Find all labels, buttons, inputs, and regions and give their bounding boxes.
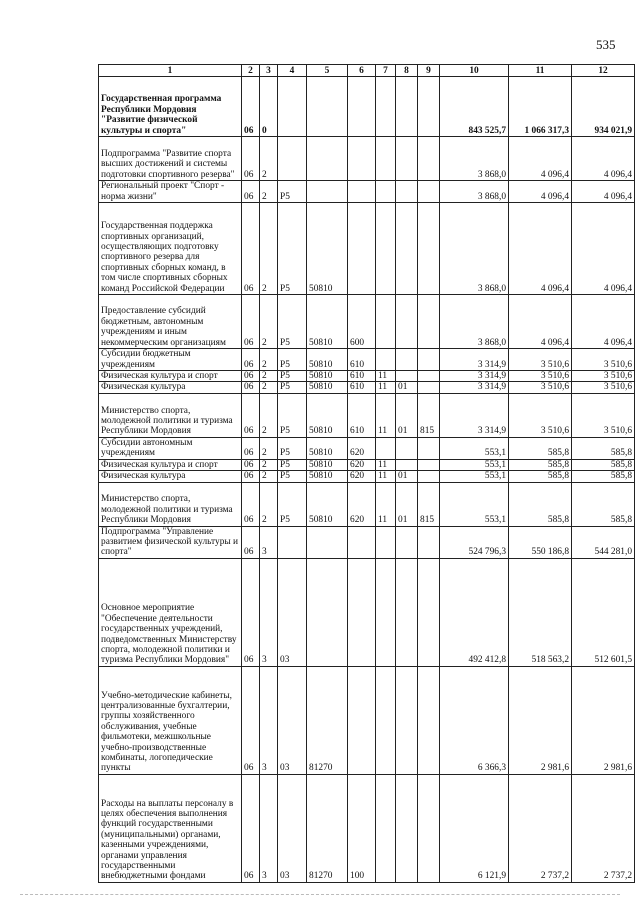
code-cell xyxy=(418,77,440,137)
code-cell: 2 xyxy=(260,181,278,203)
code-cell xyxy=(418,137,440,181)
code-cell: 03 xyxy=(278,666,307,774)
code-cell: 610 xyxy=(348,371,376,382)
amount-cell: 550 186,8 xyxy=(509,526,572,558)
amount-cell: 3 314,9 xyxy=(440,371,509,382)
table-row xyxy=(99,295,635,349)
code-cell xyxy=(307,77,348,137)
code-cell xyxy=(376,666,396,774)
code-cell: 50810 xyxy=(307,295,348,349)
table-row xyxy=(99,526,635,558)
code-cell xyxy=(396,558,418,666)
code-cell: 50810 xyxy=(307,471,348,482)
code-cell: P5 xyxy=(278,437,307,459)
code-cell: 06 xyxy=(242,437,260,459)
code-cell: 06 xyxy=(242,181,260,203)
table-row xyxy=(99,137,635,181)
code-cell: 610 xyxy=(348,349,376,371)
amount-cell: 4 096,4 xyxy=(509,203,572,295)
amount-cell: 4 096,4 xyxy=(572,181,635,203)
code-cell: 81270 xyxy=(307,774,348,882)
code-cell xyxy=(418,526,440,558)
code-cell: 06 xyxy=(242,666,260,774)
code-cell xyxy=(396,181,418,203)
column-header: 2 xyxy=(242,65,260,77)
amount-cell: 3 510,6 xyxy=(509,393,572,437)
code-cell xyxy=(348,181,376,203)
code-cell: 0 xyxy=(260,77,278,137)
code-cell: 2 xyxy=(260,482,278,526)
amount-cell: 553,1 xyxy=(440,437,509,459)
amount-cell: 4 096,4 xyxy=(509,137,572,181)
row-name-cell: Основное мероприятие "Обеспечение деятельности государственных учреждений, подведомственных Министерству спорта, молодежной политики и туризма Республики Мордовия" xyxy=(99,558,242,666)
code-cell xyxy=(396,77,418,137)
code-cell: 01 xyxy=(396,482,418,526)
code-cell: 3 xyxy=(260,558,278,666)
code-cell xyxy=(376,526,396,558)
code-cell xyxy=(418,371,440,382)
row-name-cell: Региональный проект "Спорт - норма жизни" xyxy=(99,181,242,203)
budget-table xyxy=(98,64,635,883)
row-name-cell: Физическая культура xyxy=(99,471,242,482)
table-row xyxy=(99,558,635,666)
code-cell: 06 xyxy=(242,77,260,137)
amount-cell: 4 096,4 xyxy=(509,181,572,203)
code-cell: 2 xyxy=(260,371,278,382)
table-row xyxy=(99,371,635,382)
table-row xyxy=(99,459,635,470)
code-cell xyxy=(418,203,440,295)
column-header: 9 xyxy=(418,65,440,77)
code-cell xyxy=(278,77,307,137)
code-cell: 2 xyxy=(260,382,278,393)
amount-cell: 2 981,6 xyxy=(572,666,635,774)
code-cell xyxy=(418,382,440,393)
code-cell: 06 xyxy=(242,295,260,349)
code-cell xyxy=(348,77,376,137)
code-cell xyxy=(278,526,307,558)
code-cell: 11 xyxy=(376,482,396,526)
code-cell: 06 xyxy=(242,371,260,382)
code-cell: 06 xyxy=(242,482,260,526)
code-cell: 50810 xyxy=(307,393,348,437)
row-name-cell: Подпрограмма "Управление развитием физической культуры и спорта" xyxy=(99,526,242,558)
code-cell xyxy=(376,349,396,371)
row-name-cell: Министерство спорта, молодежной политики и туризма Республики Мордовия xyxy=(99,482,242,526)
code-cell: P5 xyxy=(278,349,307,371)
column-header: 12 xyxy=(572,65,635,77)
code-cell xyxy=(376,774,396,882)
code-cell: 2 xyxy=(260,203,278,295)
column-header: 4 xyxy=(278,65,307,77)
code-cell: 11 xyxy=(376,471,396,482)
amount-cell: 544 281,0 xyxy=(572,526,635,558)
row-name-cell: Государственная поддержка спортивных организаций, осуществляющих подготовку спортивного резерва для спортивных сборных команд, в том числе спортивных сборных команд Российской Федерации xyxy=(99,203,242,295)
code-cell: 3 xyxy=(260,666,278,774)
page-number: 535 xyxy=(596,37,616,52)
code-cell: 50810 xyxy=(307,482,348,526)
row-name-cell: Министерство спорта, молодежной политики и туризма Республики Мордовия xyxy=(99,393,242,437)
code-cell: P5 xyxy=(278,382,307,393)
code-cell: 2 xyxy=(260,393,278,437)
amount-cell: 2 981,6 xyxy=(509,666,572,774)
amount-cell: 934 021,9 xyxy=(572,77,635,137)
code-cell xyxy=(307,526,348,558)
code-cell: 50810 xyxy=(307,459,348,470)
amount-cell: 6 366,3 xyxy=(440,666,509,774)
code-cell: P5 xyxy=(278,295,307,349)
amount-cell: 492 412,8 xyxy=(440,558,509,666)
code-cell xyxy=(348,526,376,558)
table-row xyxy=(99,471,635,482)
code-cell: 11 xyxy=(376,459,396,470)
amount-cell: 512 601,5 xyxy=(572,558,635,666)
row-name-cell: Государственная программа Республики Мордовия "Развитие физической культуры и спорта" xyxy=(99,77,242,137)
code-cell: P5 xyxy=(278,459,307,470)
table-row xyxy=(99,349,635,371)
column-header: 10 xyxy=(440,65,509,77)
amount-cell: 553,1 xyxy=(440,482,509,526)
amount-cell: 585,8 xyxy=(572,437,635,459)
code-cell: 06 xyxy=(242,393,260,437)
code-cell: 620 xyxy=(348,482,376,526)
scan-edge-line xyxy=(20,894,620,895)
code-cell xyxy=(307,137,348,181)
code-cell xyxy=(307,558,348,666)
code-cell: P5 xyxy=(278,181,307,203)
code-cell: 01 xyxy=(396,382,418,393)
code-cell xyxy=(376,137,396,181)
code-cell xyxy=(418,181,440,203)
column-header: 8 xyxy=(396,65,418,77)
amount-cell: 585,8 xyxy=(572,459,635,470)
amount-cell: 2 737,2 xyxy=(509,774,572,882)
code-cell xyxy=(348,137,376,181)
code-cell xyxy=(418,437,440,459)
code-cell: 50810 xyxy=(307,371,348,382)
amount-cell: 553,1 xyxy=(440,471,509,482)
code-cell: P5 xyxy=(278,482,307,526)
code-cell: 2 xyxy=(260,471,278,482)
code-cell: 50810 xyxy=(307,382,348,393)
amount-cell: 553,1 xyxy=(440,459,509,470)
code-cell xyxy=(418,558,440,666)
amount-cell: 3 510,6 xyxy=(509,382,572,393)
code-cell: 03 xyxy=(278,774,307,882)
code-cell xyxy=(348,666,376,774)
code-cell xyxy=(376,77,396,137)
code-cell xyxy=(376,181,396,203)
code-cell: 81270 xyxy=(307,666,348,774)
code-cell xyxy=(418,349,440,371)
code-cell: 2 xyxy=(260,349,278,371)
amount-cell: 585,8 xyxy=(509,459,572,470)
code-cell: 03 xyxy=(278,558,307,666)
code-cell: 06 xyxy=(242,471,260,482)
table-row xyxy=(99,203,635,295)
amount-cell: 4 096,4 xyxy=(572,295,635,349)
table-header-row xyxy=(99,65,635,77)
amount-cell: 4 096,4 xyxy=(509,295,572,349)
code-cell xyxy=(396,295,418,349)
amount-cell: 3 510,6 xyxy=(572,393,635,437)
code-cell: 3 xyxy=(260,774,278,882)
column-header: 3 xyxy=(260,65,278,77)
code-cell: 50810 xyxy=(307,349,348,371)
code-cell: 06 xyxy=(242,558,260,666)
code-cell: 100 xyxy=(348,774,376,882)
code-cell: 610 xyxy=(348,382,376,393)
code-cell: 06 xyxy=(242,459,260,470)
code-cell xyxy=(348,558,376,666)
amount-cell: 3 510,6 xyxy=(572,382,635,393)
amount-cell: 3 314,9 xyxy=(440,349,509,371)
amount-cell: 518 563,2 xyxy=(509,558,572,666)
row-name-cell: Физическая культура и спорт xyxy=(99,459,242,470)
code-cell xyxy=(418,295,440,349)
code-cell xyxy=(396,437,418,459)
row-name-cell: Физическая культура и спорт xyxy=(99,371,242,382)
amount-cell: 2 737,2 xyxy=(572,774,635,882)
code-cell xyxy=(348,203,376,295)
table-row xyxy=(99,666,635,774)
code-cell: 01 xyxy=(396,471,418,482)
code-cell xyxy=(418,666,440,774)
row-name-cell: Субсидии автономным учреждениям xyxy=(99,437,242,459)
row-name-cell: Учебно-методические кабинеты, централизованные бухгалтерии, группы хозяйственного обслуживания, учебные фильмотеки, межшкольные учебно-производственные комбинаты, логопедические пункты xyxy=(99,666,242,774)
table-row xyxy=(99,437,635,459)
amount-cell: 3 510,6 xyxy=(572,371,635,382)
table-row xyxy=(99,774,635,882)
code-cell xyxy=(307,181,348,203)
code-cell: P5 xyxy=(278,471,307,482)
amount-cell: 4 096,4 xyxy=(572,203,635,295)
code-cell xyxy=(396,349,418,371)
code-cell: P5 xyxy=(278,371,307,382)
code-cell: P5 xyxy=(278,203,307,295)
code-cell xyxy=(376,203,396,295)
code-cell: 06 xyxy=(242,203,260,295)
code-cell: 06 xyxy=(242,382,260,393)
amount-cell: 585,8 xyxy=(509,471,572,482)
column-header: 11 xyxy=(509,65,572,77)
code-cell xyxy=(418,459,440,470)
amount-cell: 3 868,0 xyxy=(440,203,509,295)
code-cell: 11 xyxy=(376,371,396,382)
code-cell: 50810 xyxy=(307,437,348,459)
code-cell xyxy=(418,774,440,882)
code-cell: 06 xyxy=(242,774,260,882)
column-header: 1 xyxy=(99,65,242,77)
code-cell: 06 xyxy=(242,526,260,558)
amount-cell: 3 314,9 xyxy=(440,393,509,437)
code-cell: 2 xyxy=(260,459,278,470)
code-cell: 01 xyxy=(396,393,418,437)
table-row xyxy=(99,181,635,203)
amount-cell: 3 868,0 xyxy=(440,137,509,181)
code-cell: 620 xyxy=(348,471,376,482)
code-cell: 3 xyxy=(260,526,278,558)
amount-cell: 3 510,6 xyxy=(572,349,635,371)
code-cell: 2 xyxy=(260,295,278,349)
table-body xyxy=(99,77,635,883)
amount-cell: 4 096,4 xyxy=(572,137,635,181)
code-cell xyxy=(278,137,307,181)
code-cell xyxy=(376,558,396,666)
amount-cell: 585,8 xyxy=(509,482,572,526)
code-cell: 2 xyxy=(260,437,278,459)
code-cell: 2 xyxy=(260,137,278,181)
amount-cell: 3 314,9 xyxy=(440,382,509,393)
code-cell: 610 xyxy=(348,393,376,437)
amount-cell: 1 066 317,3 xyxy=(509,77,572,137)
amount-cell: 6 121,9 xyxy=(440,774,509,882)
amount-cell: 585,8 xyxy=(572,471,635,482)
code-cell: 815 xyxy=(418,393,440,437)
table-row xyxy=(99,393,635,437)
code-cell: 06 xyxy=(242,349,260,371)
table-row xyxy=(99,77,635,137)
row-name-cell: Физическая культура xyxy=(99,382,242,393)
table-row xyxy=(99,482,635,526)
amount-cell: 3 510,6 xyxy=(509,371,572,382)
row-name-cell: Подпрограмма "Развитие спорта высших достижений и системы подготовки спортивного резерва" xyxy=(99,137,242,181)
code-cell: 620 xyxy=(348,459,376,470)
code-cell xyxy=(396,666,418,774)
code-cell xyxy=(396,371,418,382)
amount-cell: 3 868,0 xyxy=(440,295,509,349)
code-cell: 620 xyxy=(348,437,376,459)
amount-cell: 585,8 xyxy=(572,482,635,526)
column-header: 6 xyxy=(348,65,376,77)
table-row xyxy=(99,382,635,393)
code-cell: 06 xyxy=(242,137,260,181)
row-name-cell: Субсидии бюджетным учреждениям xyxy=(99,349,242,371)
code-cell xyxy=(396,203,418,295)
amount-cell: 843 525,7 xyxy=(440,77,509,137)
code-cell: 50810 xyxy=(307,203,348,295)
code-cell xyxy=(418,471,440,482)
column-header: 7 xyxy=(376,65,396,77)
amount-cell: 585,8 xyxy=(509,437,572,459)
column-header: 5 xyxy=(307,65,348,77)
code-cell xyxy=(396,137,418,181)
code-cell xyxy=(396,774,418,882)
code-cell: 600 xyxy=(348,295,376,349)
code-cell xyxy=(396,526,418,558)
code-cell: 11 xyxy=(376,393,396,437)
code-cell: 815 xyxy=(418,482,440,526)
amount-cell: 524 796,3 xyxy=(440,526,509,558)
row-name-cell: Предоставление субсидий бюджетным, автономным учреждениям и иным некоммерческим организациям xyxy=(99,295,242,349)
amount-cell: 3 510,6 xyxy=(509,349,572,371)
code-cell: 11 xyxy=(376,382,396,393)
code-cell xyxy=(376,295,396,349)
row-name-cell: Расходы на выплаты персоналу в целях обеспечения выполнения функций государственными (муниципальными) органами, казенными учреждениями, органами управления государственными внебюджетными фондами xyxy=(99,774,242,882)
code-cell: P5 xyxy=(278,393,307,437)
code-cell xyxy=(396,459,418,470)
amount-cell: 3 868,0 xyxy=(440,181,509,203)
code-cell xyxy=(376,437,396,459)
